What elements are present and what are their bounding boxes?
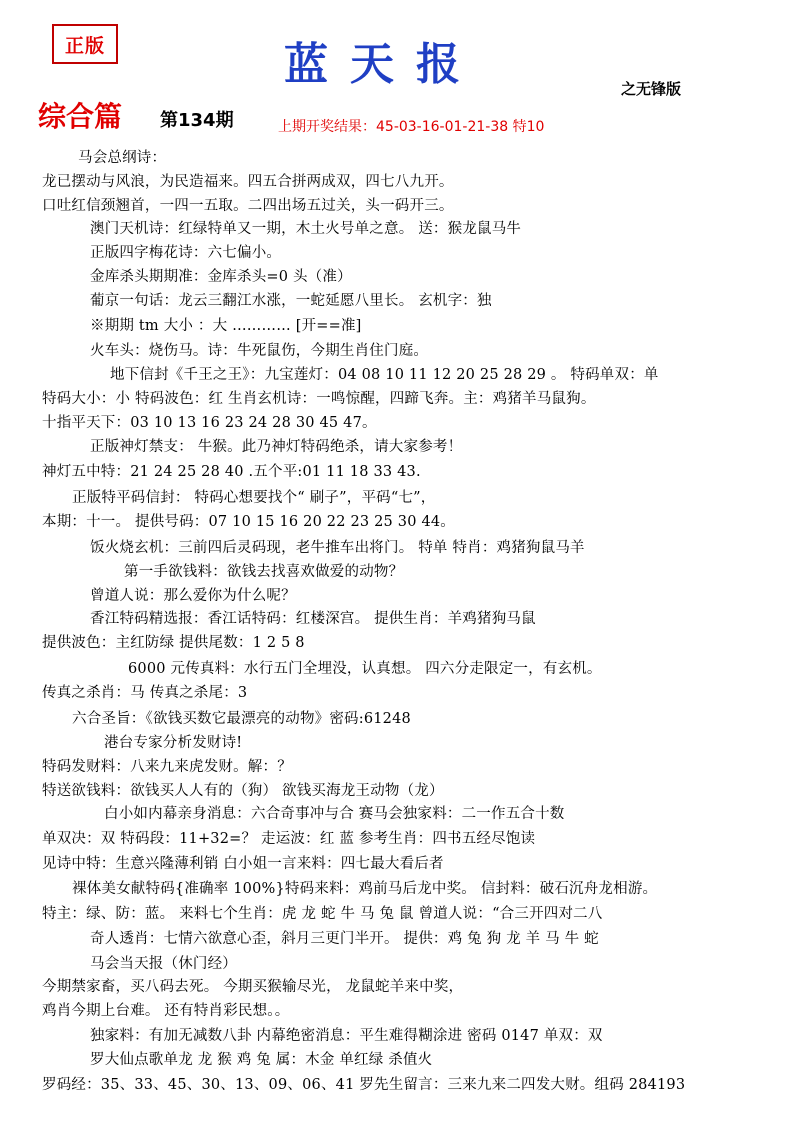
text-line: ※期期 tm 大小 ：大 ………… [开==准] xyxy=(90,318,362,334)
text-line: 马会总纲诗： xyxy=(78,150,167,166)
text-line: 金库杀头期期准：金库杀头=0 头（准） xyxy=(90,269,352,285)
edition-label: 之无锋版 xyxy=(621,80,682,98)
text-line: 马会当天报（休门经） xyxy=(90,956,237,972)
text-line: 罗码经：35、33、45、30、13、09、06、41 罗先生留言：三来九来二四发大财。组码 284193 xyxy=(42,1077,686,1093)
text-line: 独家料：有加无减数八卦 内幕绝密消息：平生难得糊涂进 密码 0147 单双：双 xyxy=(90,1028,603,1044)
text-line: 正版特平码信封： 特码心想要找个“ 刷子”，平码“七”， xyxy=(72,490,436,506)
text-line: 葡京一句话：龙云三翻江水涨，一蛇延愿八里长。 玄机字：独 xyxy=(90,293,492,309)
text-line: 提供波色：主红防绿 提供尾数：1 2 5 8 xyxy=(42,635,305,651)
text-line: 6000 元传真料：水行五门全埋没，认真想。 四六分走限定一，有玄机。 xyxy=(128,661,602,677)
text-line: 地下信封《千王之王》：九宝莲灯：04 08 10 11 12 20 25 28 29 。 特码单双：单 xyxy=(110,367,659,383)
text-line: 正版神灯禁支： 牛猴。此乃神灯特码绝杀，请大家参考！ xyxy=(90,439,463,455)
text-line: 单双决：双 特码段：11+32=？ 走运波：红 蓝 参考生肖：四书五经尽饱读 xyxy=(42,831,536,847)
text-line: 特主：绿、防：蓝。 来料七个生肖：虎 龙 蛇 牛 马 兔 鼠 曾道人说：“合三开四对二八 xyxy=(42,906,603,922)
last-draw-result: 上期开奖结果：45-03-16-01-21-38 特10 xyxy=(278,119,545,135)
text-line: 白小如内幕亲身消息：六合奇事冲与合 赛马会独家料：二一作五合十数 xyxy=(104,806,565,822)
section-title: 综合篇 xyxy=(38,100,123,133)
text-line: 奇人透肖：七情六欲意心歪，斜月三更门半开。 提供：鸡 兔 狗 龙 羊 马 牛 蛇 xyxy=(90,931,599,947)
text-line: 鸡肖今期上台难。 还有特肖彩民想。。 xyxy=(42,1003,290,1019)
text-line: 饭火烧玄机：三前四后灵码现，老牛推车出将门。 特单 特肖：鸡猪狗鼠马羊 xyxy=(90,540,585,556)
text-line: 本期：十一。 提供号码：07 10 15 16 20 22 23 25 30 44。 xyxy=(42,514,455,530)
authentic-stamp: 正版 xyxy=(52,24,118,64)
text-line: 神灯五中特：21 24 25 28 40 .五个平:01 11 18 33 43. xyxy=(42,464,421,480)
text-line: 传真之杀肖：马 传真之杀尾：3 xyxy=(42,685,248,701)
text-line: 今期禁家畜，买八码去死。 今期买猴输尽光， 龙鼠蛇羊来中奖， xyxy=(42,979,464,995)
text-line: 澳门天机诗：红绿特单又一期，木土火号单之意。 送：猴龙鼠马牛 xyxy=(90,221,522,237)
text-line: 港台专家分析发财诗! xyxy=(104,735,243,751)
text-line: 特码发财料：八来九来虎发财。解：？ xyxy=(42,759,292,775)
text-line: 裸体美女献特码{准确率 100%}特码来料：鸡前马后龙中奖。 信封料：破石沉舟龙相游。 xyxy=(72,881,658,897)
text-line: 六合圣旨：《欲钱买数它最漂亮的动物》密码:61248 xyxy=(72,711,411,727)
text-line: 十指平天下：03 10 13 16 23 24 28 30 45 47。 xyxy=(42,415,377,431)
text-line: 特码大小：小 特码波色：红 生肖玄机诗：一鸣惊醒，四蹄飞奔。主：鸡猪羊马鼠狗。 xyxy=(42,391,596,407)
text-line: 香江特码精选报：香江话特码：红楼深宫。 提供生肖：羊鸡猪狗马鼠 xyxy=(90,611,536,627)
newspaper-title: 蓝天报 xyxy=(284,39,482,90)
issue-number: 第134期 xyxy=(160,110,234,131)
text-line: 第一手欲钱料：欲钱去找喜欢做爱的动物？ xyxy=(124,564,404,580)
text-line: 罗大仙点歌单龙 龙 猴 鸡 兔 属：木金 单红绿 杀值火 xyxy=(90,1052,433,1068)
text-line: 正版四字梅花诗：六七偏小。 xyxy=(90,245,282,261)
text-line: 见诗中特：生意兴隆薄利销 白小姐一言来料：四七最大看后者 xyxy=(42,856,444,872)
text-line: 特送欲钱料：欲钱买人人有的（狗） 欲钱买海龙王动物（龙） xyxy=(42,783,444,799)
text-line: 曾道人说：那么爱你为什么呢？ xyxy=(90,588,296,604)
text-line: 龙已摆动与风浪，为民造福来。四五合拼两成双，四七八九开。 xyxy=(42,174,454,190)
text-line: 口吐红信颈翘首，一四一五取。二四出场五过关，头一码开三。 xyxy=(42,198,454,214)
text-line: 火车头：烧伤马。诗：牛死鼠伤，今期生肖住门庭。 xyxy=(90,343,429,359)
